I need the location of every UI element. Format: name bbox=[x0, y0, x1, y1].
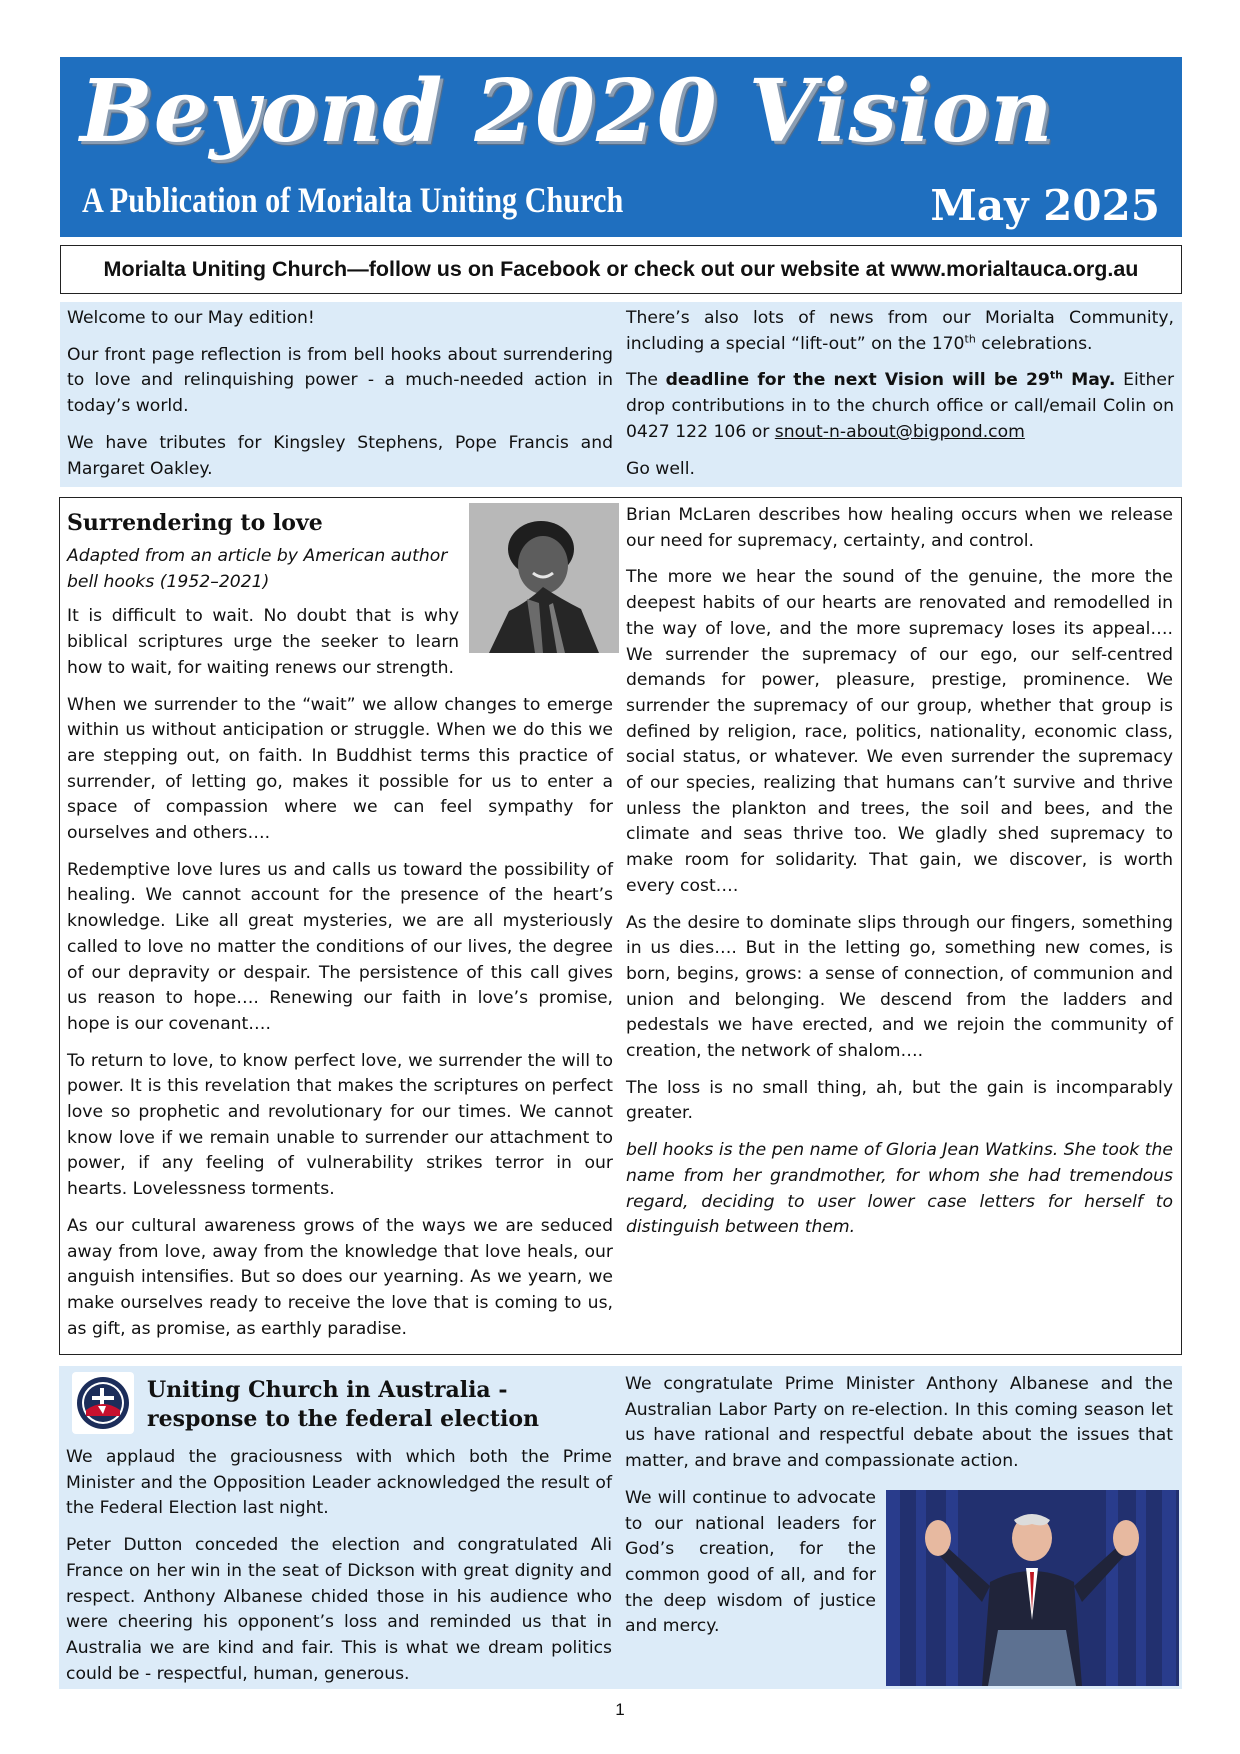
welcome-paragraph: We have tributes for Kingsley Stephens, Pope Francis and Margaret Oakley. bbox=[67, 432, 613, 479]
article-paragraph: When we surrender to the “wait” we allow changes to emerge within us without anticipation or struggle. When we do this we are stepping out, on faith. In Buddhist terms this practice of surrender, of letting go, makes it possible for us to enter a space of compassion where we can feel sympathy for ourselves and others…. bbox=[67, 694, 613, 844]
newsletter-subtitle: A Publication of Morialta Uniting Church bbox=[82, 180, 624, 220]
article-paragraph: To return to love, to know perfect love, we surrender the will to power. It is this revelation that makes the scriptures on perfect love so prophetic and revolutionary for our times. We cannot know love if we remain unable to surrender our attachment to power, if any feeling of vulnerability strikes terror in our hearts. Lovelessness torments. bbox=[67, 1050, 613, 1200]
welcome-paragraph bbox=[626, 306, 1174, 357]
superscript: th bbox=[964, 331, 976, 345]
welcome-paragraph: Welcome to our May edition! bbox=[67, 308, 315, 328]
article-paragraph: It is difficult to wait. No doubt that is why biblical scriptures urge the seeker to learn how to wait, for waiting renews our strength. bbox=[67, 606, 459, 678]
title-line: Uniting Church in Australia - bbox=[147, 1377, 508, 1403]
article-paragraph: As the desire to dominate slips through our fingers, something in us dies…. But in the letting go, something new comes, is born, begins, grows: a sense of connection, of communion and union and belonging. We descend from the ladders and pedestals we have erected, and we rejoin the community of creation, the network of shalom…. bbox=[626, 912, 1173, 1062]
text-span: There’s also lots of news from our Morialta Community, including a special “lift-out” on the 170 bbox=[626, 308, 1174, 354]
uca-paragraph: We applaud the graciousness with which both the Prime Minister and the Opposition Leader acknowledged the result of the Federal Election last night. bbox=[66, 1447, 612, 1519]
text-span: Either drop contributions in to the church office or call/email Colin on 0427 122 106 or bbox=[626, 370, 1175, 442]
text-span: deadline for the next Vision will be 29 bbox=[665, 370, 1050, 391]
uca-paragraph: We congratulate Prime Minister Anthony Albanese and the Australian Labor Party on re-election. In this coming season let us have rational and respectful debate about the issues that matter, and brave and compassionate action. bbox=[625, 1374, 1173, 1472]
uca-paragraph: We will continue to advocate to our national leaders for God’s creation, for the common good of all, and for the deep wisdom of justice and mercy. bbox=[625, 1487, 876, 1637]
page-number: 1 bbox=[615, 1700, 625, 1719]
article-paragraph: The loss is no small thing, ah, but the gain is incomparably greater. bbox=[626, 1077, 1173, 1124]
follow-bar: Morialta Uniting Church—follow us on Facebook or check out our website at www.morialtauca.org.au bbox=[60, 245, 1182, 294]
text-span: The bbox=[626, 370, 666, 391]
deadline-paragraph bbox=[626, 368, 1174, 445]
article-byline: Adapted from an article by American author bell hooks (1952–2021) bbox=[67, 546, 448, 592]
article-paragraph: The more we hear the sound of the genuine, the more the deepest habits of our hearts are renovated and remodelled in the way of love, and the more supremacy loses its appeal…. We surrender the supremacy of our ego, our self-centred demands for power, pleasure, prestige, prominence. We surrender the supremacy of our group, whether that group is defined by religion, race, politics, nationality, economic class, social status, or whatever. We even surrender the supremacy of our species, realizing that humans can’t survive and thrive unless the plankton and trees, the soil and bees, and the climate and seas thrive too. We gladly shed supremacy to make room for solidarity. That gain, we discover, is worth every cost…. bbox=[626, 567, 1173, 896]
uca-paragraph: Peter Dutton conceded the election and congratulated Ali France on her win in the seat of Dickson with great dignity and respect. Anthony Albanese chided those in his audience who were cheering his opponent’s loss and reminded us that in Australia we are kind and fair. This is what we dream politics could be - respectful, human, generous. bbox=[66, 1535, 612, 1684]
deadline-text bbox=[666, 370, 1116, 390]
email-link[interactable]: snout-n-about@bigpond.com bbox=[774, 421, 1025, 442]
article-right-column bbox=[626, 503, 1173, 1252]
issue-date: May 2025 bbox=[930, 181, 1160, 230]
superscript: th bbox=[1049, 368, 1063, 382]
newsletter-title: Beyond 2020 Vision bbox=[80, 61, 1054, 162]
welcome-right-column bbox=[626, 306, 1174, 493]
uca-left-column bbox=[66, 1366, 612, 1698]
speech-image bbox=[886, 1490, 1179, 1686]
article-paragraph: As our cultural awareness grows of the ways we are seduced away from love, away from the knowledge that love heals, our anguish intensifies. But so does our yearning. As we yearn, we make ourselves ready to receive the love that is coming to us, as gift, as promise, as earthly paradise. bbox=[67, 1215, 613, 1339]
article-title: Surrendering to love bbox=[67, 510, 323, 536]
author-note: bell hooks is the pen name of Gloria Jean Watkins. She took the name from her grandmother, for whom she had tremendous regard, deciding to user lower case letters for herself to distinguish between them. bbox=[626, 1140, 1173, 1238]
welcome-paragraph: Our front page reflection is from bell hooks about surrendering to love and relinquishing power - a much-needed action in today’s world. bbox=[67, 344, 613, 417]
prime-minister-photo bbox=[886, 1490, 1179, 1686]
welcome-left-column bbox=[67, 306, 613, 493]
author-photo bbox=[469, 503, 619, 653]
uca-right-column bbox=[625, 1372, 1173, 1690]
article-left-column bbox=[67, 502, 613, 1353]
masthead bbox=[60, 57, 1182, 237]
uca-section-title bbox=[147, 1376, 539, 1434]
welcome-box bbox=[60, 302, 1182, 487]
welcome-paragraph: Go well. bbox=[626, 458, 695, 479]
surrendering-article bbox=[59, 497, 1182, 1355]
text-span: celebrations. bbox=[975, 333, 1093, 354]
title-line: response to the federal election bbox=[147, 1406, 540, 1432]
uca-header bbox=[66, 1366, 612, 1440]
article-paragraph: Redemptive love lures us and calls us toward the possibility of healing. We cannot account for the presence of the heart’s knowledge. Like all great mysteries, we are all mysteriously called to love no matter the conditions of our lives, the degree of our depravity or despair. The persistence of this call gives us reason to hope…. Renewing our faith in love’s promise, hope is our covenant…. bbox=[67, 859, 613, 1034]
text-span: May. bbox=[1062, 370, 1116, 391]
uniting-church-logo-icon bbox=[72, 1372, 134, 1434]
article-paragraph: Brian McLaren describes how healing occurs when we release our need for supremacy, certainty, and control. bbox=[626, 505, 1173, 551]
uca-election-box bbox=[59, 1366, 1182, 1689]
portrait-image bbox=[469, 503, 619, 653]
